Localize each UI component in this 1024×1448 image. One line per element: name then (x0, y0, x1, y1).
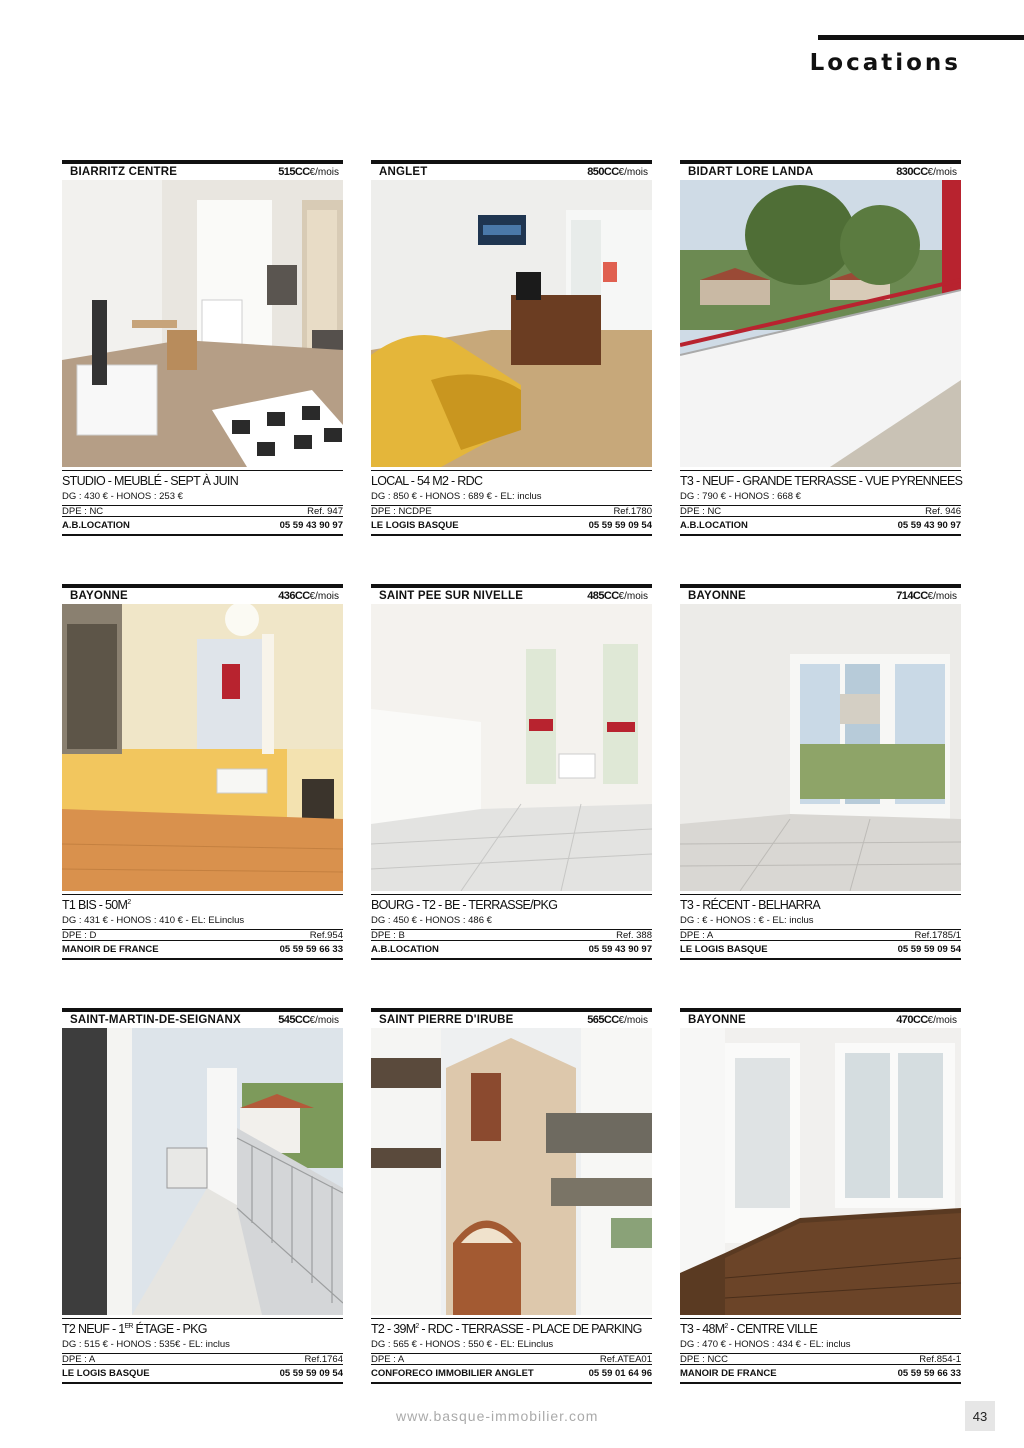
listing-title: LOCAL - 54 M2 - RDC (371, 474, 483, 488)
listing-fees: DG : 515 € - HONOS : 535€ - EL: inclus (62, 1339, 230, 1350)
terrace-view-image (680, 180, 961, 467)
listing-dpe: DPE : D (62, 930, 97, 941)
listing-price: 850CC€/mois (587, 166, 648, 178)
listing-photo[interactable] (62, 604, 343, 891)
listing-agency: A.B.LOCATION (62, 520, 130, 531)
card-header (680, 160, 961, 180)
listing-price: 436CC€/mois (278, 590, 339, 602)
listing-city: SAINT PIERRE D'IRUBE (379, 1014, 514, 1026)
listing-fees: DG : 470 € - HONOS : 434 € - EL: inclus (680, 1339, 851, 1350)
listing-card[interactable] (62, 1008, 343, 1388)
listing-fees: DG : 430 € - HONOS : 253 € (62, 491, 183, 502)
title-divider (680, 1318, 961, 1319)
dpe-row (371, 505, 652, 517)
listing-title: T3 - NEUF - GRANDE TERRASSE - VUE PYRENNEES (680, 474, 963, 488)
listing-card[interactable] (680, 160, 961, 540)
listing-phone[interactable]: 05 59 59 66 33 (897, 1368, 961, 1379)
listing-agency: LE LOGIS BASQUE (371, 520, 459, 531)
listing-dpe: DPE : A (371, 1354, 405, 1365)
title-divider (371, 1318, 652, 1319)
listing-ref: Ref.1764 (304, 1354, 343, 1365)
card-header (371, 584, 652, 604)
dpe-row (371, 929, 652, 941)
listing-price: 565CC€/mois (587, 1014, 648, 1026)
card-header (371, 160, 652, 180)
listing-card[interactable] (371, 160, 652, 540)
agency-row (62, 1368, 343, 1384)
dpe-row (680, 929, 961, 941)
listing-ref: Ref. 947 (307, 506, 343, 517)
listing-fees: DG : € - HONOS : € - EL: inclus (680, 915, 814, 926)
listing-title: T1 BIS - $50M^2$ (62, 898, 131, 912)
listing-agency: MANOIR DE FRANCE (680, 1368, 777, 1379)
listing-photo[interactable] (371, 1028, 652, 1315)
page-number: 43 (965, 1401, 995, 1431)
listing-ref: Ref.954 (309, 930, 343, 941)
listing-title: T3 - RÉCENT - BELHARRA (680, 898, 820, 912)
listing-city: BIDART LORE LANDA (688, 166, 814, 178)
listing-city: ANGLET (379, 166, 428, 178)
dpe-row (62, 1353, 343, 1365)
listing-agency: MANOIR DE FRANCE (62, 944, 159, 955)
listing-card[interactable] (62, 584, 343, 964)
dpe-row (62, 929, 343, 941)
listing-photo[interactable] (371, 180, 652, 467)
agency-row (371, 1368, 652, 1384)
listing-photo[interactable] (62, 1028, 343, 1315)
office-interior-image (371, 180, 652, 467)
dpe-row (680, 1353, 961, 1365)
listing-fees: DG : 850 € - HONOS : 689 € - EL: inclus (371, 491, 542, 502)
bright-living-room-image (680, 604, 961, 891)
title-divider (371, 470, 652, 471)
page-title: Locations (809, 50, 961, 76)
building-facade-image (371, 1028, 652, 1315)
listing-fees: DG : 565 € - HONOS : 550 € - EL: ELinclus (371, 1339, 554, 1350)
title-divider (62, 894, 343, 895)
listing-price: 830CC€/mois (896, 166, 957, 178)
card-header (62, 584, 343, 604)
dpe-row (371, 1353, 652, 1365)
listing-dpe: DPE : A (680, 930, 714, 941)
listing-city: BIARRITZ CENTRE (70, 166, 178, 178)
card-header (680, 584, 961, 604)
agency-row (680, 1368, 961, 1384)
listing-dpe: DPE : NC (62, 506, 104, 517)
website-link[interactable]: www.basque-immobilier.com (396, 1408, 599, 1424)
agency-row (371, 520, 652, 536)
listing-dpe: DPE : NCC (680, 1354, 729, 1365)
listing-city: BAYONNE (70, 590, 128, 602)
agency-row (680, 944, 961, 960)
studio-interior-image (62, 180, 343, 467)
listing-photo[interactable] (680, 1028, 961, 1315)
listing-price: 485CC€/mois (587, 590, 648, 602)
listing-agency: A.B.LOCATION (371, 944, 439, 955)
listing-card[interactable] (371, 584, 652, 964)
listing-dpe: DPE : B (371, 930, 405, 941)
listing-card[interactable] (680, 1008, 961, 1388)
title-divider (680, 894, 961, 895)
listing-price: 515CC€/mois (278, 166, 339, 178)
card-header (371, 1008, 652, 1028)
listing-phone[interactable]: 05 59 43 90 97 (279, 520, 343, 531)
agency-row (680, 520, 961, 536)
listing-price: 714CC€/mois (896, 590, 957, 602)
listing-photo[interactable] (680, 604, 961, 891)
header-rule (818, 35, 1024, 40)
listing-title: $T3 - 48M^2$ - CENTRE VILLE (680, 1322, 818, 1336)
listing-card[interactable] (62, 160, 343, 540)
listing-ref: Ref.854-1 (919, 1354, 961, 1365)
listing-photo[interactable] (62, 180, 343, 467)
listing-city: SAINT-MARTIN-DE-SEIGNANX (70, 1014, 241, 1026)
listing-phone[interactable]: 05 59 59 09 54 (279, 1368, 343, 1379)
listing-agency: A.B.LOCATION (680, 520, 748, 531)
listing-fees: DG : 790 € - HONOS : 668 € (680, 491, 801, 502)
listing-title: $T2 - 39M^2$ - RDC - TERRASSE - PLACE DE PARKING (371, 1322, 642, 1336)
listing-phone[interactable]: 05 59 43 90 97 (897, 520, 961, 531)
listing-photo[interactable] (371, 604, 652, 891)
room-wood-floor-image (62, 604, 343, 891)
listing-dpe: DPE : NC (680, 506, 722, 517)
listing-city: SAINT PEE SUR NIVELLE (379, 590, 524, 602)
listing-price: 470CC€/mois (896, 1014, 957, 1026)
listing-agency: LE LOGIS BASQUE (62, 1368, 150, 1379)
agency-row (62, 944, 343, 960)
listing-city: BAYONNE (688, 590, 746, 602)
listing-card[interactable] (371, 1008, 652, 1388)
listing-city: BAYONNE (688, 1014, 746, 1026)
title-divider (680, 470, 961, 471)
listing-agency: LE LOGIS BASQUE (680, 944, 768, 955)
listing-ref: Ref. 388 (616, 930, 652, 941)
parquet-room-image (680, 1028, 961, 1315)
listing-photo[interactable] (680, 180, 961, 467)
listing-phone[interactable]: 05 59 59 09 54 (588, 520, 652, 531)
listing-phone[interactable]: 05 59 59 09 54 (897, 944, 961, 955)
listing-ref: Ref.1780 (613, 506, 652, 517)
dpe-row (62, 505, 343, 517)
balcony-image (62, 1028, 343, 1315)
listing-phone[interactable]: 05 59 43 90 97 (588, 944, 652, 955)
listing-title: T2 NEUF - 1ER ÉTAGE - PKG (62, 1322, 207, 1336)
dpe-row (680, 505, 961, 517)
card-header (680, 1008, 961, 1028)
listing-dpe: DPE : NCDPE (371, 506, 432, 517)
card-header (62, 160, 343, 180)
listing-price: 545CC€/mois (278, 1014, 339, 1026)
listing-agency: CONFORECO IMMOBILIER ANGLET (371, 1368, 534, 1379)
title-divider (62, 1318, 343, 1319)
listing-ref: Ref.ATEA01 (599, 1354, 652, 1365)
listing-ref: Ref.1785/1 (914, 930, 961, 941)
tiled-room-image (371, 604, 652, 891)
listing-ref: Ref. 946 (925, 506, 961, 517)
listing-phone[interactable]: 05 59 01 64 96 (588, 1368, 652, 1379)
listing-card[interactable] (680, 584, 961, 964)
listing-fees: DG : 431 € - HONOS : 410 € - EL: ELinclus (62, 915, 245, 926)
title-divider (371, 894, 652, 895)
agency-row (62, 520, 343, 536)
title-divider (62, 470, 343, 471)
card-header (62, 1008, 343, 1028)
agency-row (371, 944, 652, 960)
listing-fees: DG : 450 € - HONOS : 486 € (371, 915, 492, 926)
listing-phone[interactable]: 05 59 59 66 33 (279, 944, 343, 955)
listing-title: BOURG - T2 - BE - TERRASSE/PKG (371, 898, 558, 912)
listing-dpe: DPE : A (62, 1354, 96, 1365)
listing-title: STUDIO - MEUBLÉ - SEPT À JUIN (62, 474, 239, 488)
